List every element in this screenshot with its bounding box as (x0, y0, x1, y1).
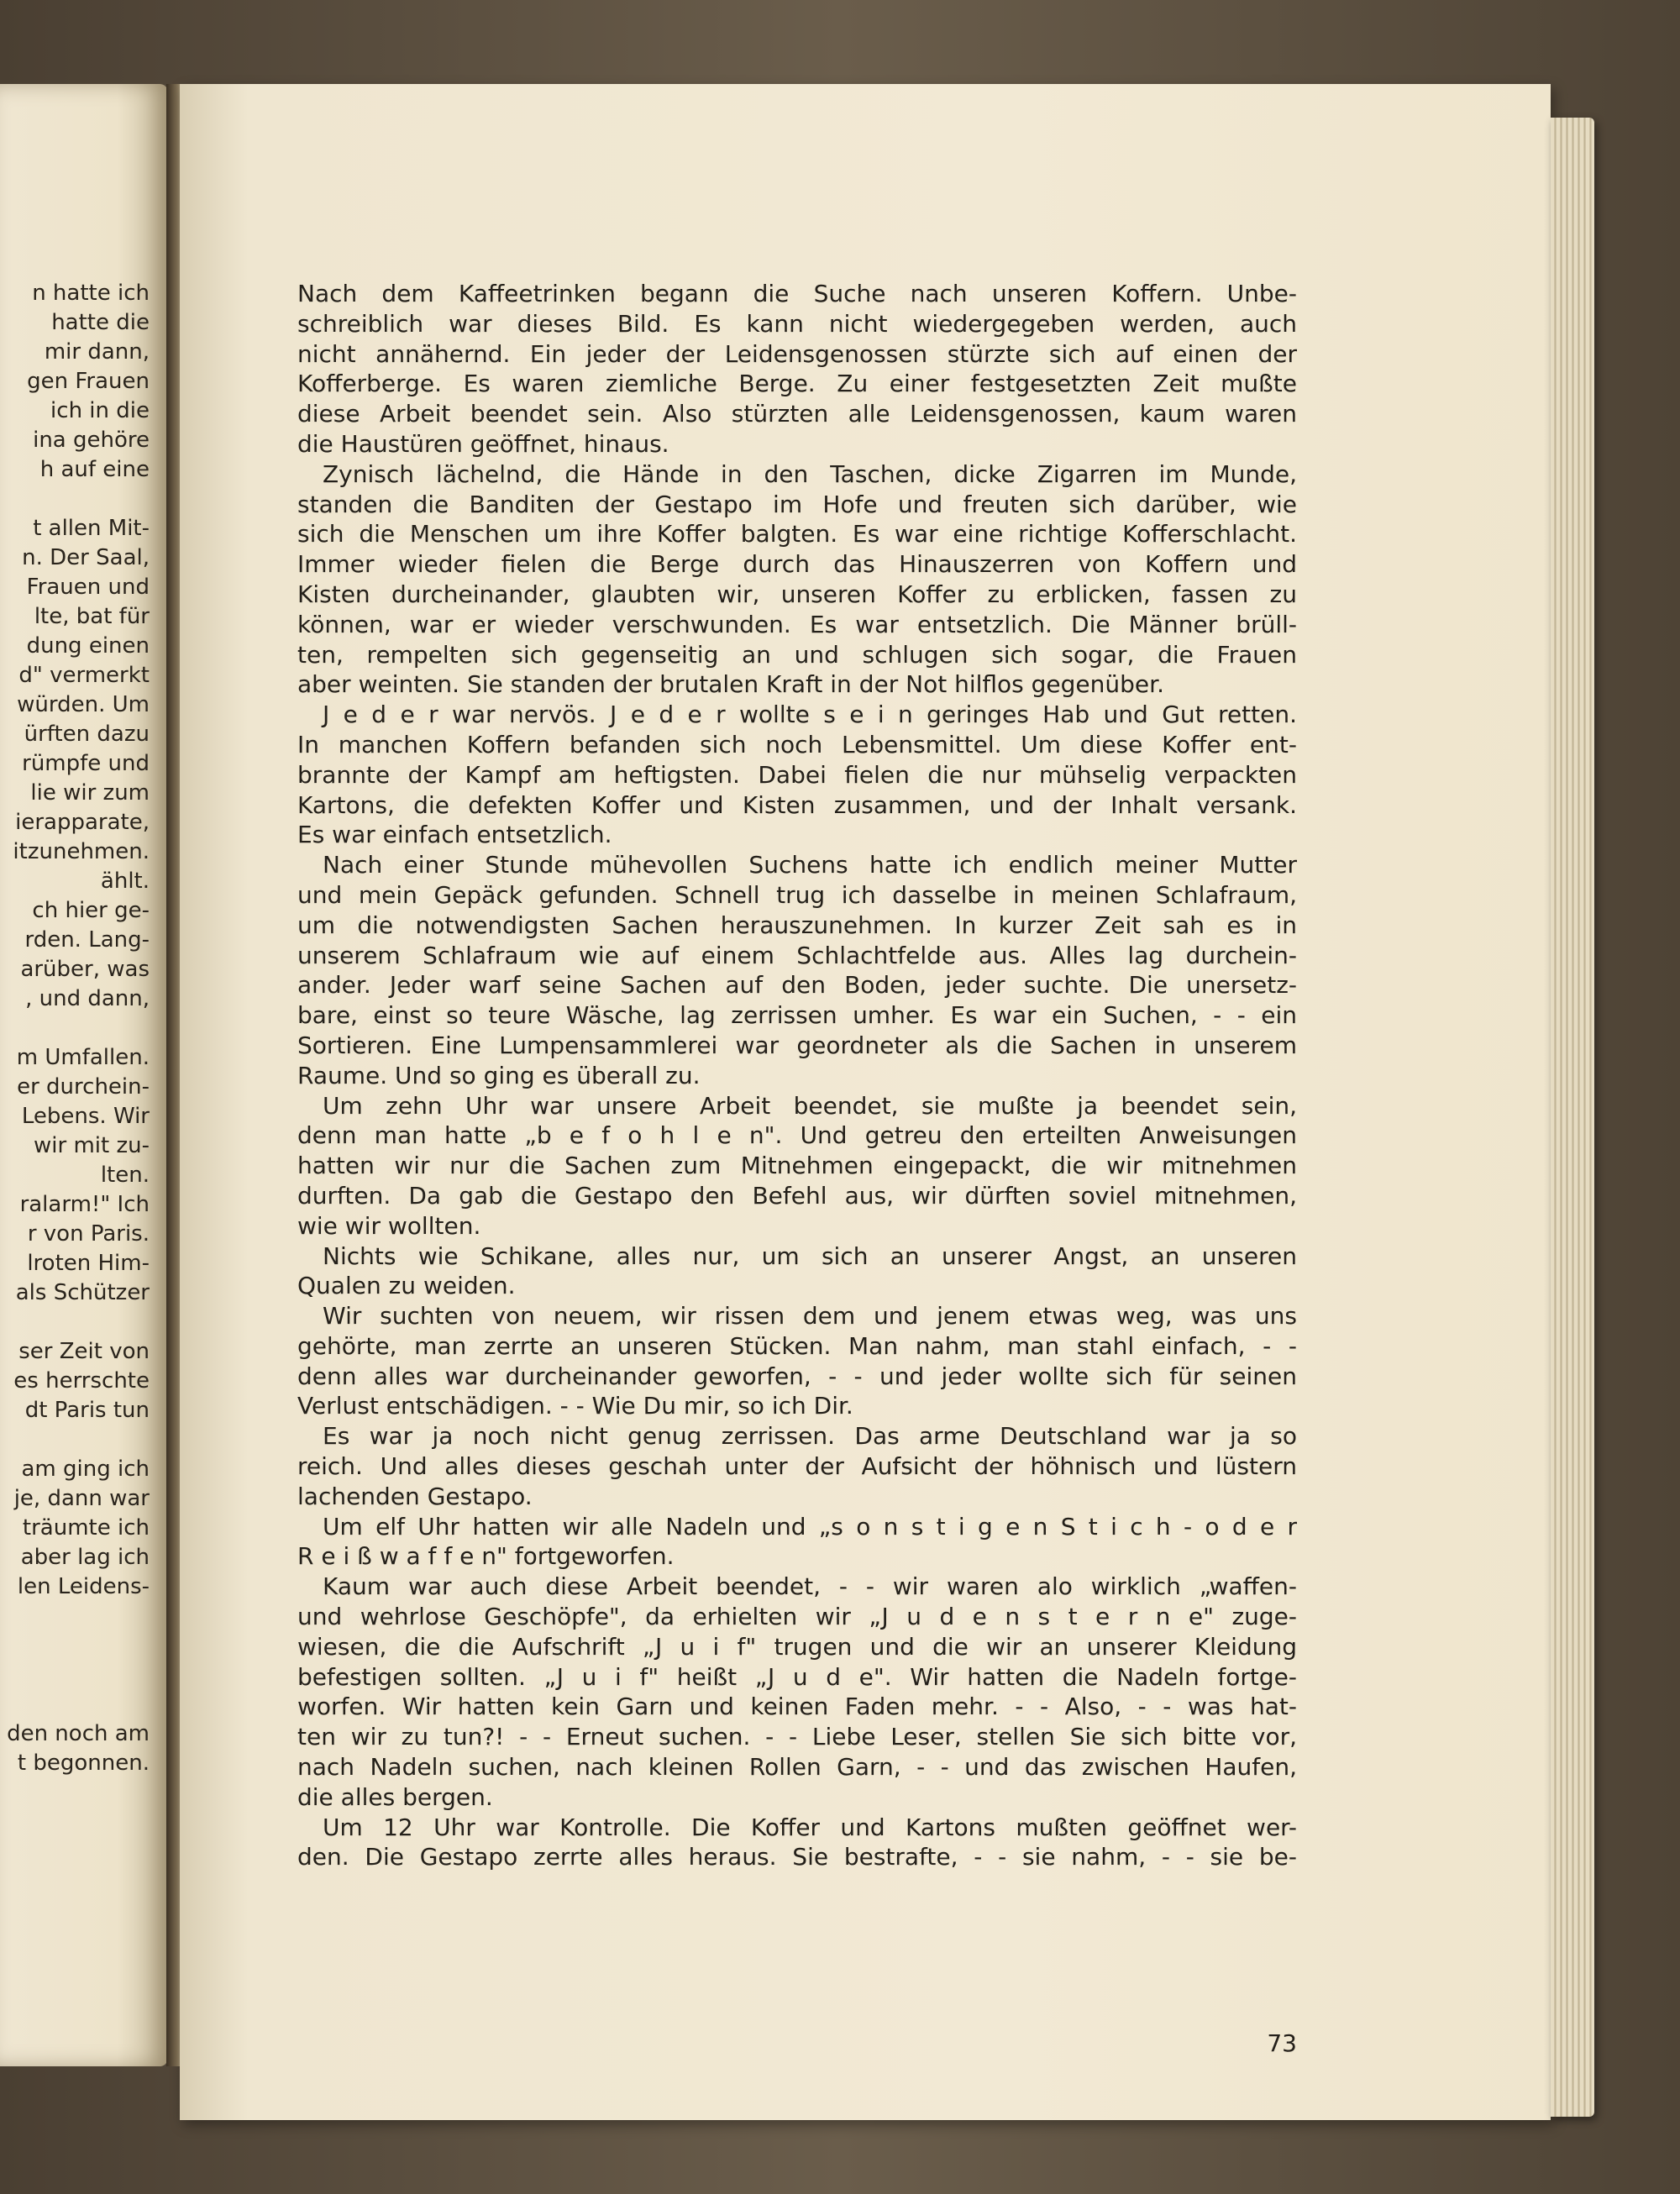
text-line: Verlust entschädigen. - - Wie Du mir, so ich Dir. (297, 1392, 853, 1420)
text-line: befestigen sollten. „J u i f" heißt „J u d e". Wir hatten die Nadeln fortge- (297, 1662, 1297, 1691)
text-line: bare, einst so teure Wäsche, lag zerrissen umher. Es war ein Suchen, - - ein (297, 1001, 1297, 1030)
left-text-fragment: ich in die (50, 398, 150, 423)
text-line: Qualen zu weiden. (297, 1272, 516, 1300)
text-line: ten, rempelten sich gegenseitig an und schlugen sich sogar, die Frauen (297, 640, 1297, 669)
left-text-fragment: mir dann, (44, 339, 150, 365)
text-line: aber weinten. Sie standen der brutalen Kraft in der Not hilflos gegenüber. (297, 670, 1164, 699)
left-text-fragment (0, 1425, 150, 1455)
left-text-fragment: m Umfallen. (16, 1045, 150, 1070)
text-line: wie wir wollten. (297, 1211, 481, 1240)
left-text-fragment: er durchein- (17, 1074, 150, 1100)
left-text-fragment: , und dann, (25, 986, 150, 1011)
left-text-fragment: ser Zeit von (18, 1339, 150, 1364)
left-text-fragment: Frauen und (26, 575, 150, 600)
text-line: denn man hatte „b e f o h l e n". Und getreu den erteilten Anweisungen (297, 1121, 1297, 1150)
text-line: wiesen, die die Aufschrift „J u i f" trugen und die wir an unserer Kleidung (297, 1632, 1297, 1661)
text-line: lachenden Gestapo. (297, 1482, 533, 1510)
left-text-fragment: r von Paris. (27, 1221, 150, 1247)
text-line: ander. Jeder warf seine Sachen auf den Boden, jeder suchte. Die unersetz- (297, 971, 1297, 1000)
text-line: brannte der Kampf am heftigsten. Dabei fielen die nur mühselig verpackten (297, 760, 1297, 789)
left-text-fragment: rden. Lang- (24, 927, 150, 953)
text-line: standen die Banditen der Gestapo im Hofe und freuten sich darüber, wie (297, 490, 1297, 518)
text-line: Nach einer Stunde mühevollen Suchens hatte ich endlich meiner Mutter (323, 851, 1297, 879)
left-page-text (0, 279, 150, 1778)
left-text-fragment: wir mit zu- (34, 1133, 150, 1158)
left-text-fragment: als Schützer (15, 1280, 150, 1305)
text-line: diese Arbeit beendet sein. Also stürzten alle Leidensgenossen, kaum waren (297, 400, 1297, 428)
text-line: und wehrlose Geschöpfe", da erhielten wir „J u d e n s t e r n e" zuge- (297, 1603, 1297, 1631)
page-edges (1551, 118, 1594, 2117)
left-text-fragment: aber lag ich (20, 1545, 150, 1570)
left-page (0, 84, 168, 2066)
text-line: ten wir zu tun?! - - Erneut suchen. - - Liebe Leser, stellen Sie sich bitte vor, (297, 1723, 1297, 1751)
left-text-fragment: lten. (100, 1163, 150, 1188)
text-line: Es war einfach entsetzlich. (297, 821, 612, 849)
left-text-fragment: würden. Um (17, 692, 150, 717)
text-line: nach Nadeln suchen, nach kleinen Rollen Garn, - - und das zwischen Haufen, (297, 1753, 1297, 1782)
text-line: Kaum war auch diese Arbeit beendet, - - wir waren alo wirklich „waffen- (323, 1572, 1297, 1601)
text-line: die Haustüren geöffnet, hinaus. (297, 429, 669, 458)
text-line: um die notwendigsten Sachen herauszunehmen. In kurzer Zeit sah es in (297, 911, 1297, 939)
text-line: Wir suchten von neuem, wir rissen dem und jenem etwas weg, was uns (323, 1302, 1297, 1331)
left-text-fragment: je, dann war (13, 1486, 150, 1511)
text-line: Um 12 Uhr war Kontrolle. Die Koffer und Kartons mußten geöffnet wer- (323, 1813, 1297, 1841)
left-text-fragment: dung einen (26, 633, 150, 659)
left-text-fragment: träumte ich (22, 1515, 150, 1541)
text-line: worfen. Wir hatten kein Garn und keinen Faden mehr. - - Also, - - was hat- (297, 1693, 1297, 1721)
text-line: sich die Menschen um ihre Koffer balgten. Es war eine richtige Kofferschlacht. (297, 520, 1297, 548)
text-line: Um zehn Uhr war unsere Arbeit beendet, sie mußte ja beendet sein, (323, 1091, 1297, 1120)
text-line: J e d e r war nervös. J e d e r wollte s e i n geringes Hab und Gut retten. (323, 701, 1297, 729)
text-line: nicht annähernd. Ein jeder der Leidensgenossen stürzte sich auf einen der (297, 339, 1297, 368)
text-line: durften. Da gab die Gestapo den Befehl aus, wir dürften soviel mitnehmen, (297, 1181, 1297, 1210)
left-text-fragment: ralarm!" Ich (19, 1192, 150, 1217)
text-line: Sortieren. Eine Lumpensammlerei war geordneter als die Sachen in unserem (297, 1031, 1297, 1059)
left-text-fragment: arüber, was (20, 957, 150, 982)
left-text-fragment: dt Paris tun (24, 1398, 150, 1423)
left-text-fragment: Lebens. Wir (21, 1104, 150, 1129)
text-line: unserem Schlafraum wie auf einem Schlachtfelde aus. Alles lag durchein- (297, 941, 1297, 969)
text-line: Um elf Uhr hatten wir alle Nadeln und „s o n s t i g e n S t i c h - o d e r (323, 1512, 1297, 1541)
left-text-fragment: h auf eine (39, 457, 150, 482)
left-text-fragment: len Leidens- (17, 1574, 150, 1599)
left-text-fragment: den noch am (7, 1721, 150, 1746)
text-line: Kartons, die defekten Koffer und Kisten zusammen, und der Inhalt versank. (297, 790, 1297, 819)
left-text-fragment: t begonnen. (17, 1750, 150, 1776)
text-line: Raume. Und so ging es überall zu. (297, 1061, 701, 1089)
left-text-fragment: lroten Him- (27, 1251, 150, 1276)
text-line: Nichts wie Schikane, alles nur, um sich an unserer Angst, an unseren (323, 1241, 1297, 1270)
left-text-fragment: t allen Mit- (33, 516, 150, 541)
text-line: schreiblich war dieses Bild. Es kann nicht wiedergegeben werden, auch (297, 309, 1297, 338)
text-line: Nach dem Kaffeetrinken begann die Suche nach unseren Koffern. Unbe- (297, 280, 1297, 307)
left-text-fragment (0, 1690, 150, 1719)
left-text-fragment: hatte die (51, 310, 150, 335)
left-text-fragment (0, 1308, 150, 1337)
left-text-fragment: lte, bat für (34, 604, 150, 629)
text-line: können, war er wieder verschwunden. Es war entsetzlich. Die Männer brüll- (297, 610, 1297, 638)
left-text-fragment: lie wir zum (30, 780, 150, 806)
left-text-fragment (0, 1661, 150, 1690)
left-text-fragment: gen Frauen (27, 369, 150, 394)
left-text-fragment: n. Der Saal, (22, 545, 150, 570)
left-text-fragment (0, 1014, 150, 1043)
text-line: R e i ß w a f f e n" fortgeworfen. (297, 1542, 675, 1571)
text-line: und mein Gepäck gefunden. Schnell trug ich dasselbe in meinen Schlafraum, (297, 880, 1297, 909)
text-line: Es war ja noch nicht genug zerrissen. Das arme Deutschland war ja so (323, 1422, 1297, 1451)
left-text-fragment: n hatte ich (32, 281, 150, 306)
text-line: gehörte, man zerrte an unseren Stücken. Man nahm, man stahl einfach, - - (297, 1331, 1297, 1360)
left-text-fragment: ierapparate, (15, 810, 150, 835)
left-text-fragment: am ging ich (21, 1457, 150, 1482)
left-text-fragment: d" vermerkt (18, 663, 150, 688)
left-text-fragment: ürften dazu (24, 722, 150, 747)
text-line: In manchen Koffern befanden sich noch Lebensmittel. Um diese Koffer ent- (297, 730, 1297, 758)
text-line: Kisten durcheinander, glaubten wir, unseren Koffer zu erblicken, fassen zu (297, 580, 1297, 608)
left-text-fragment: rümpfe und (22, 751, 150, 776)
left-text-fragment (0, 1631, 150, 1661)
text-line: hatten wir nur die Sachen zum Mitnehmen eingepackt, die wir mitnehmen (297, 1152, 1297, 1180)
text-line: den. Die Gestapo zerrte alles heraus. Sie bestrafte, - - sie nahm, - - sie be- (297, 1843, 1297, 1871)
text-line: Zynisch lächelnd, die Hände in den Taschen, dicke Zigarren im Munde, (323, 459, 1297, 488)
left-text-fragment (0, 1602, 150, 1631)
text-line: reich. Und alles dieses geschah unter der Aufsicht der höhnisch und lüstern (297, 1452, 1297, 1481)
left-text-fragment: itzunehmen. (13, 839, 150, 864)
text-line: die alles bergen. (297, 1782, 493, 1811)
left-text-fragment: es herrschte (13, 1368, 150, 1394)
left-text-fragment: ina gehöre (33, 428, 150, 453)
left-text-fragment: ählt. (100, 869, 150, 894)
text-line: Immer wieder fielen die Berge durch das Hinauszerren von Koffern und (297, 550, 1297, 579)
text-line: Kofferberge. Es waren ziemliche Berge. Zu einer festgesetzten Zeit mußte (297, 370, 1297, 398)
left-text-fragment: ch hier ge- (32, 898, 150, 923)
page-number: 73 (1267, 2029, 1297, 2057)
text-line: denn alles war durcheinander geworfen, - - und jeder wollte sich für seinen (297, 1362, 1297, 1390)
left-text-fragment (0, 485, 150, 514)
body-text (297, 279, 1297, 1872)
